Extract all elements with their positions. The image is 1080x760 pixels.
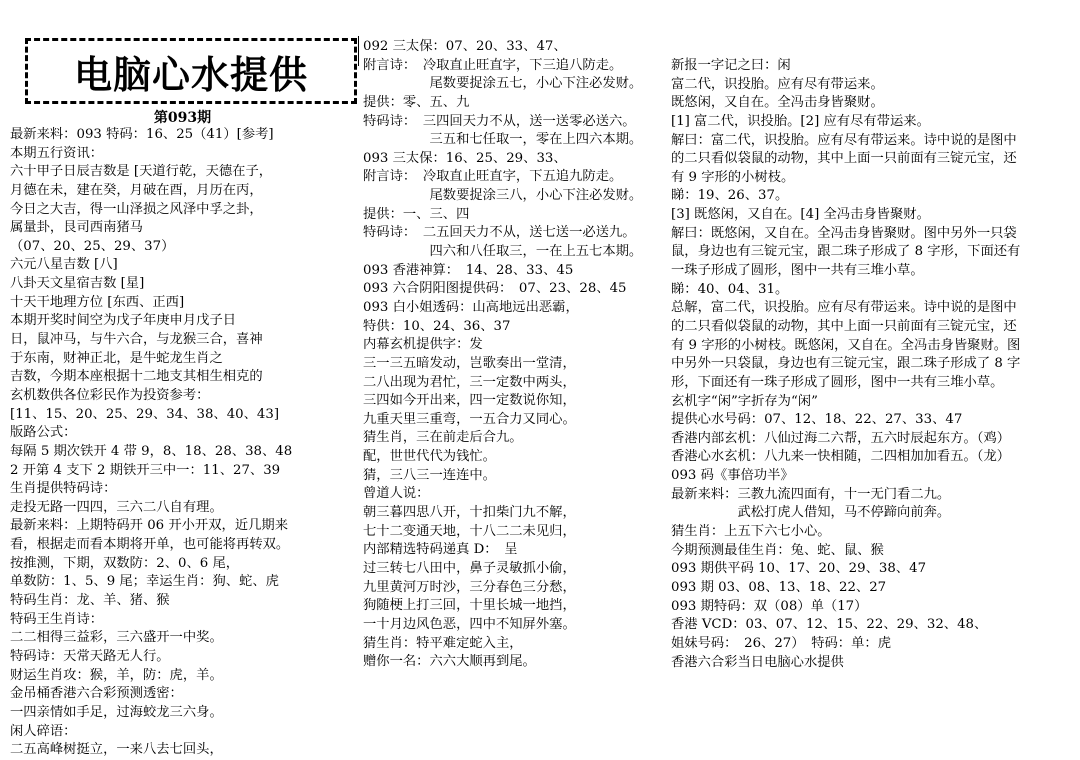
text-line: 新报一字记之曰：闲 <box>671 58 791 73</box>
text-line: 鼠，身边也有三锭元宝，跟二珠子形成了 8 字形，下面还有 <box>671 244 1021 260</box>
text-line: 提供：零、五、九 <box>363 94 470 110</box>
text-line: 三一三五暗发动，岂歌奏出一堂清， <box>363 355 576 371</box>
text-line: 解曰：既悠闲，又自在。全冯击身皆聚财。图中另外一只袋 <box>671 225 1017 241</box>
text-line: 特码诗： 三四回天力不从，送一送零必送六。 <box>363 113 636 129</box>
text-line: 2 开第 4 支下 2 期铁开三中一：11、27、39 <box>10 462 281 478</box>
text-line: 特码王生肖诗： <box>10 611 104 627</box>
text-line: 金吊桶香港六合彩预测透密： <box>10 686 183 702</box>
text-line: 093 白小姐透码：山高地远出恶霸， <box>363 299 579 315</box>
text-line: 生肖提供特码诗： <box>10 481 117 497</box>
text-line: 富二代，识投胎。应有尽有带运来。 <box>671 76 884 92</box>
text-line: 曾道人说： <box>363 486 430 502</box>
text-line: 093 六合阴阳图提供码： 07、23、28、45 <box>363 281 627 297</box>
text-line: 按推测，下期，双数防：2、0、6 尾， <box>10 555 240 571</box>
text-line: 二五高峰树挺立，一来八去七回头， <box>10 742 223 758</box>
text-line: 特码诗： 二五回天力不从，送七送一必送九。 <box>363 225 636 241</box>
text-line: 武松打虎人借知，马不停蹄向前奔。 <box>671 505 951 521</box>
text-line: 香港心水玄机：八九来一快相随，二四相加加看五。（龙） <box>671 449 1011 465</box>
text-line: [11、15、20、25、29、34、38、40、43] <box>10 406 280 422</box>
text-line: 的二只看似袋鼠的动物，其中上面一只前面有三锭元宝，还 <box>671 151 1017 167</box>
text-line: 月德在未，建在癸，月破在酉，月历在丙， <box>10 182 263 198</box>
text-line: 赠你一名：六六大顺再到尾。 <box>363 654 536 670</box>
text-line: 六元八星吉数 [八] <box>10 257 118 273</box>
text-line: 配，世世代代为钱忙。 <box>363 449 496 465</box>
text-line: 二八出现为君忙，三一定数中两头， <box>363 374 576 390</box>
column-divider <box>358 36 359 66</box>
text-line: 玄机数供各位彩民作为投资参考： <box>10 387 210 403</box>
text-line: 朝三暮四思八开，十扣柴门九不解， <box>363 505 576 521</box>
text-line: 猜生肖：上五下六七小心。 <box>671 524 831 540</box>
text-line: 提供心水号码：07、12、18、22、27、33、47 <box>671 412 963 428</box>
text-line: 十天干地理方位 [东西、正西] <box>10 294 185 310</box>
text-line: 猜生肖：特平难定蛇入主， <box>363 635 523 651</box>
text-line: 于东南，财神正北，是牛蛇龙生肖之 <box>10 350 223 366</box>
text-line: 本期开奖时间空为戊子年庚申月戊子日 <box>10 313 237 329</box>
text-line: 单数防：1、5、9 尾；幸运生肖：狗、蛇、虎 <box>10 574 279 590</box>
text-line: 今日之大吉，得一山泽损之风泽中孚之卦， <box>10 201 263 217</box>
text-line: 中另外一只袋鼠，身边也有三锭元宝，跟二珠子形成了 8 字 <box>671 356 1021 372</box>
text-line: 日，鼠冲马，与牛六合，与龙猴三合，喜神 <box>10 332 263 348</box>
text-line: 093 三太保：16、25、29、33、 <box>363 150 567 166</box>
text-line: 九里黄河万时沙，三分春色三分愁， <box>363 579 576 595</box>
text-line: 财运生肖攻：猴，羊，防：虎，羊。 <box>10 667 223 683</box>
text-line: 猜，三八三一连连中。 <box>363 467 496 483</box>
text-line: 尾数要捉涂五七，小心下注必发财。 <box>363 76 643 92</box>
text-line: 一十月边风色恶，四中不知屏外塞。 <box>363 616 576 632</box>
text-line: 香港 VCD：03、07、12、15、22、29、32、48、 <box>671 617 988 633</box>
text-line: 猜生肖，三在前走后合九。 <box>363 430 523 446</box>
page-title: 电脑心水提供 <box>73 52 308 97</box>
text-line: 走投无路一四四，三六二八自有理。 <box>10 499 223 515</box>
text-line: 香港六合彩当日电脑心水提供 <box>671 654 844 670</box>
text-line: （07、20、25、29、37） <box>10 238 175 254</box>
text-line: 093 期 03、08、13、18、22、27 <box>671 579 887 595</box>
text-line: 一四亲情如手足，过海蛟龙三六身。 <box>10 704 223 720</box>
text-line: 解曰：富二代，识投胎。应有尽有带运来。诗中说的是图中 <box>671 132 1017 148</box>
text-line: 附言诗： 冷取直止旺直字，下五追九防走。 <box>363 169 623 185</box>
text-line: 特码诗：天常天路无人行。 <box>10 648 170 664</box>
text-line: 093 码《事倍功半》 <box>671 468 794 484</box>
text-line: 四六和八任取三，一在上五七本期。 <box>363 244 643 260</box>
text-line: [3] 既悠闲，又自在。[4] 全冯击身皆聚财。 <box>671 207 930 223</box>
text-line: 最新来料：三教九流四面有，十一无门看二九。 <box>671 486 951 502</box>
text-line: 093 香港神算： 14、28、33、45 <box>363 262 574 278</box>
text-line: 过三转七八田中，鼻子灵敏抓小偷， <box>363 560 576 576</box>
text-line: 特供：10、24、36、37 <box>363 318 511 334</box>
left-column <box>10 126 355 760</box>
text-line: 既悠闲，又自在。全冯击身皆聚财。 <box>671 95 884 111</box>
right-column <box>671 57 1076 672</box>
text-line: 三四如今开出来，四一定数说你知， <box>363 393 576 409</box>
text-line: 睇：40、04、31。 <box>671 281 789 297</box>
text-line: 今期预测最佳生肖：兔、蛇、鼠、猴 <box>671 542 884 558</box>
text-line: 有 9 字形的小树枝。既悠闲，又自在。全冯击身皆聚财。图 <box>671 337 1021 353</box>
text-line: 八卦天文星宿吉数 [星] <box>10 276 145 292</box>
text-line: 三五和七任取一，零在上四六本期。 <box>363 132 643 148</box>
text-line: 尾数要捉涂三八，小心下注必发财。 <box>363 188 643 204</box>
text-line: 每隔 5 期次铁开 4 带 9，8、18、28、38、48 <box>10 443 293 459</box>
text-line: 姐妹号码： 26、27） 特码：单：虎 <box>671 635 891 651</box>
text-line: 特码生肖：龙、羊、猪、猴 <box>10 593 170 609</box>
text-line: 七十二变通天地，十八二二未见归， <box>363 523 576 539</box>
text-line: 093 期特码：双（08）单（17） <box>671 598 868 614</box>
text-line: 闲人碎语： <box>10 723 77 739</box>
text-line: 内幕玄机提供字：发 <box>363 337 483 353</box>
text-line: 二二相得三益彩，三六盛开一中奖。 <box>10 630 223 646</box>
text-line: 092 三太保：07、20、33、47、 <box>363 39 567 54</box>
text-line: 提供：一、三、四 <box>363 206 470 222</box>
text-line: 属量卦，艮司西南猪马 <box>10 220 143 236</box>
text-line: 六十甲子日辰吉数是 [天道行乾，天德在子， <box>10 164 273 180</box>
text-line: 总解，富二代，识投胎。应有尽有带运来。诗中说的是图中 <box>671 300 1017 316</box>
text-line: 本期五行资讯： <box>10 145 104 161</box>
text-line: 最新来料：093 特码：16、25（41）[参考] <box>10 127 274 142</box>
text-line: 吉数，今期本座根据十二地支其相生相克的 <box>10 369 263 385</box>
text-line: 一珠子形成了圆形，图中一共有三堆小草。 <box>671 263 924 279</box>
text-line: 香港内部玄机：八仙过海二六帮，五六时辰起东方。（鸡） <box>671 430 1011 446</box>
text-line: 形，下面还有一珠子形成了圆形，图中一共有三堆小草。 <box>671 374 1004 390</box>
text-line: 的二只看似袋鼠的动物，其中上面一只前面有三锭元宝，还 <box>671 318 1017 334</box>
text-line: 玄机字“闲”字折存为“闲” <box>671 393 818 409</box>
text-line: [1] 富二代，识投胎。[2] 应有尽有带运来。 <box>671 113 930 129</box>
title-box <box>25 38 357 104</box>
text-line: 版路公式： <box>10 425 77 441</box>
middle-column <box>363 38 663 672</box>
text-line: 看，根据走而看本期将开单，也可能将再转双。 <box>10 537 290 553</box>
text-line: 内部精选特码递真 D： 呈 <box>363 542 518 558</box>
text-line: 093 期供平码 10、17、20、29、38、47 <box>671 561 927 577</box>
text-line: 睇：19、26、37。 <box>671 188 789 204</box>
issue-number: 第093期 <box>153 110 212 126</box>
text-line: 狗随梗上打三回，十里长城一地挡， <box>363 598 576 614</box>
text-line: 附言诗： 冷取直止旺直字，下三追八防走。 <box>363 57 623 73</box>
text-line: 九重天里三重弯，一五合力又同心。 <box>363 411 576 427</box>
text-line: 最新来料：上期特码开 06 开小开双，近几期来 <box>10 518 289 534</box>
text-line: 有 9 字形的小树枝。 <box>671 169 795 185</box>
